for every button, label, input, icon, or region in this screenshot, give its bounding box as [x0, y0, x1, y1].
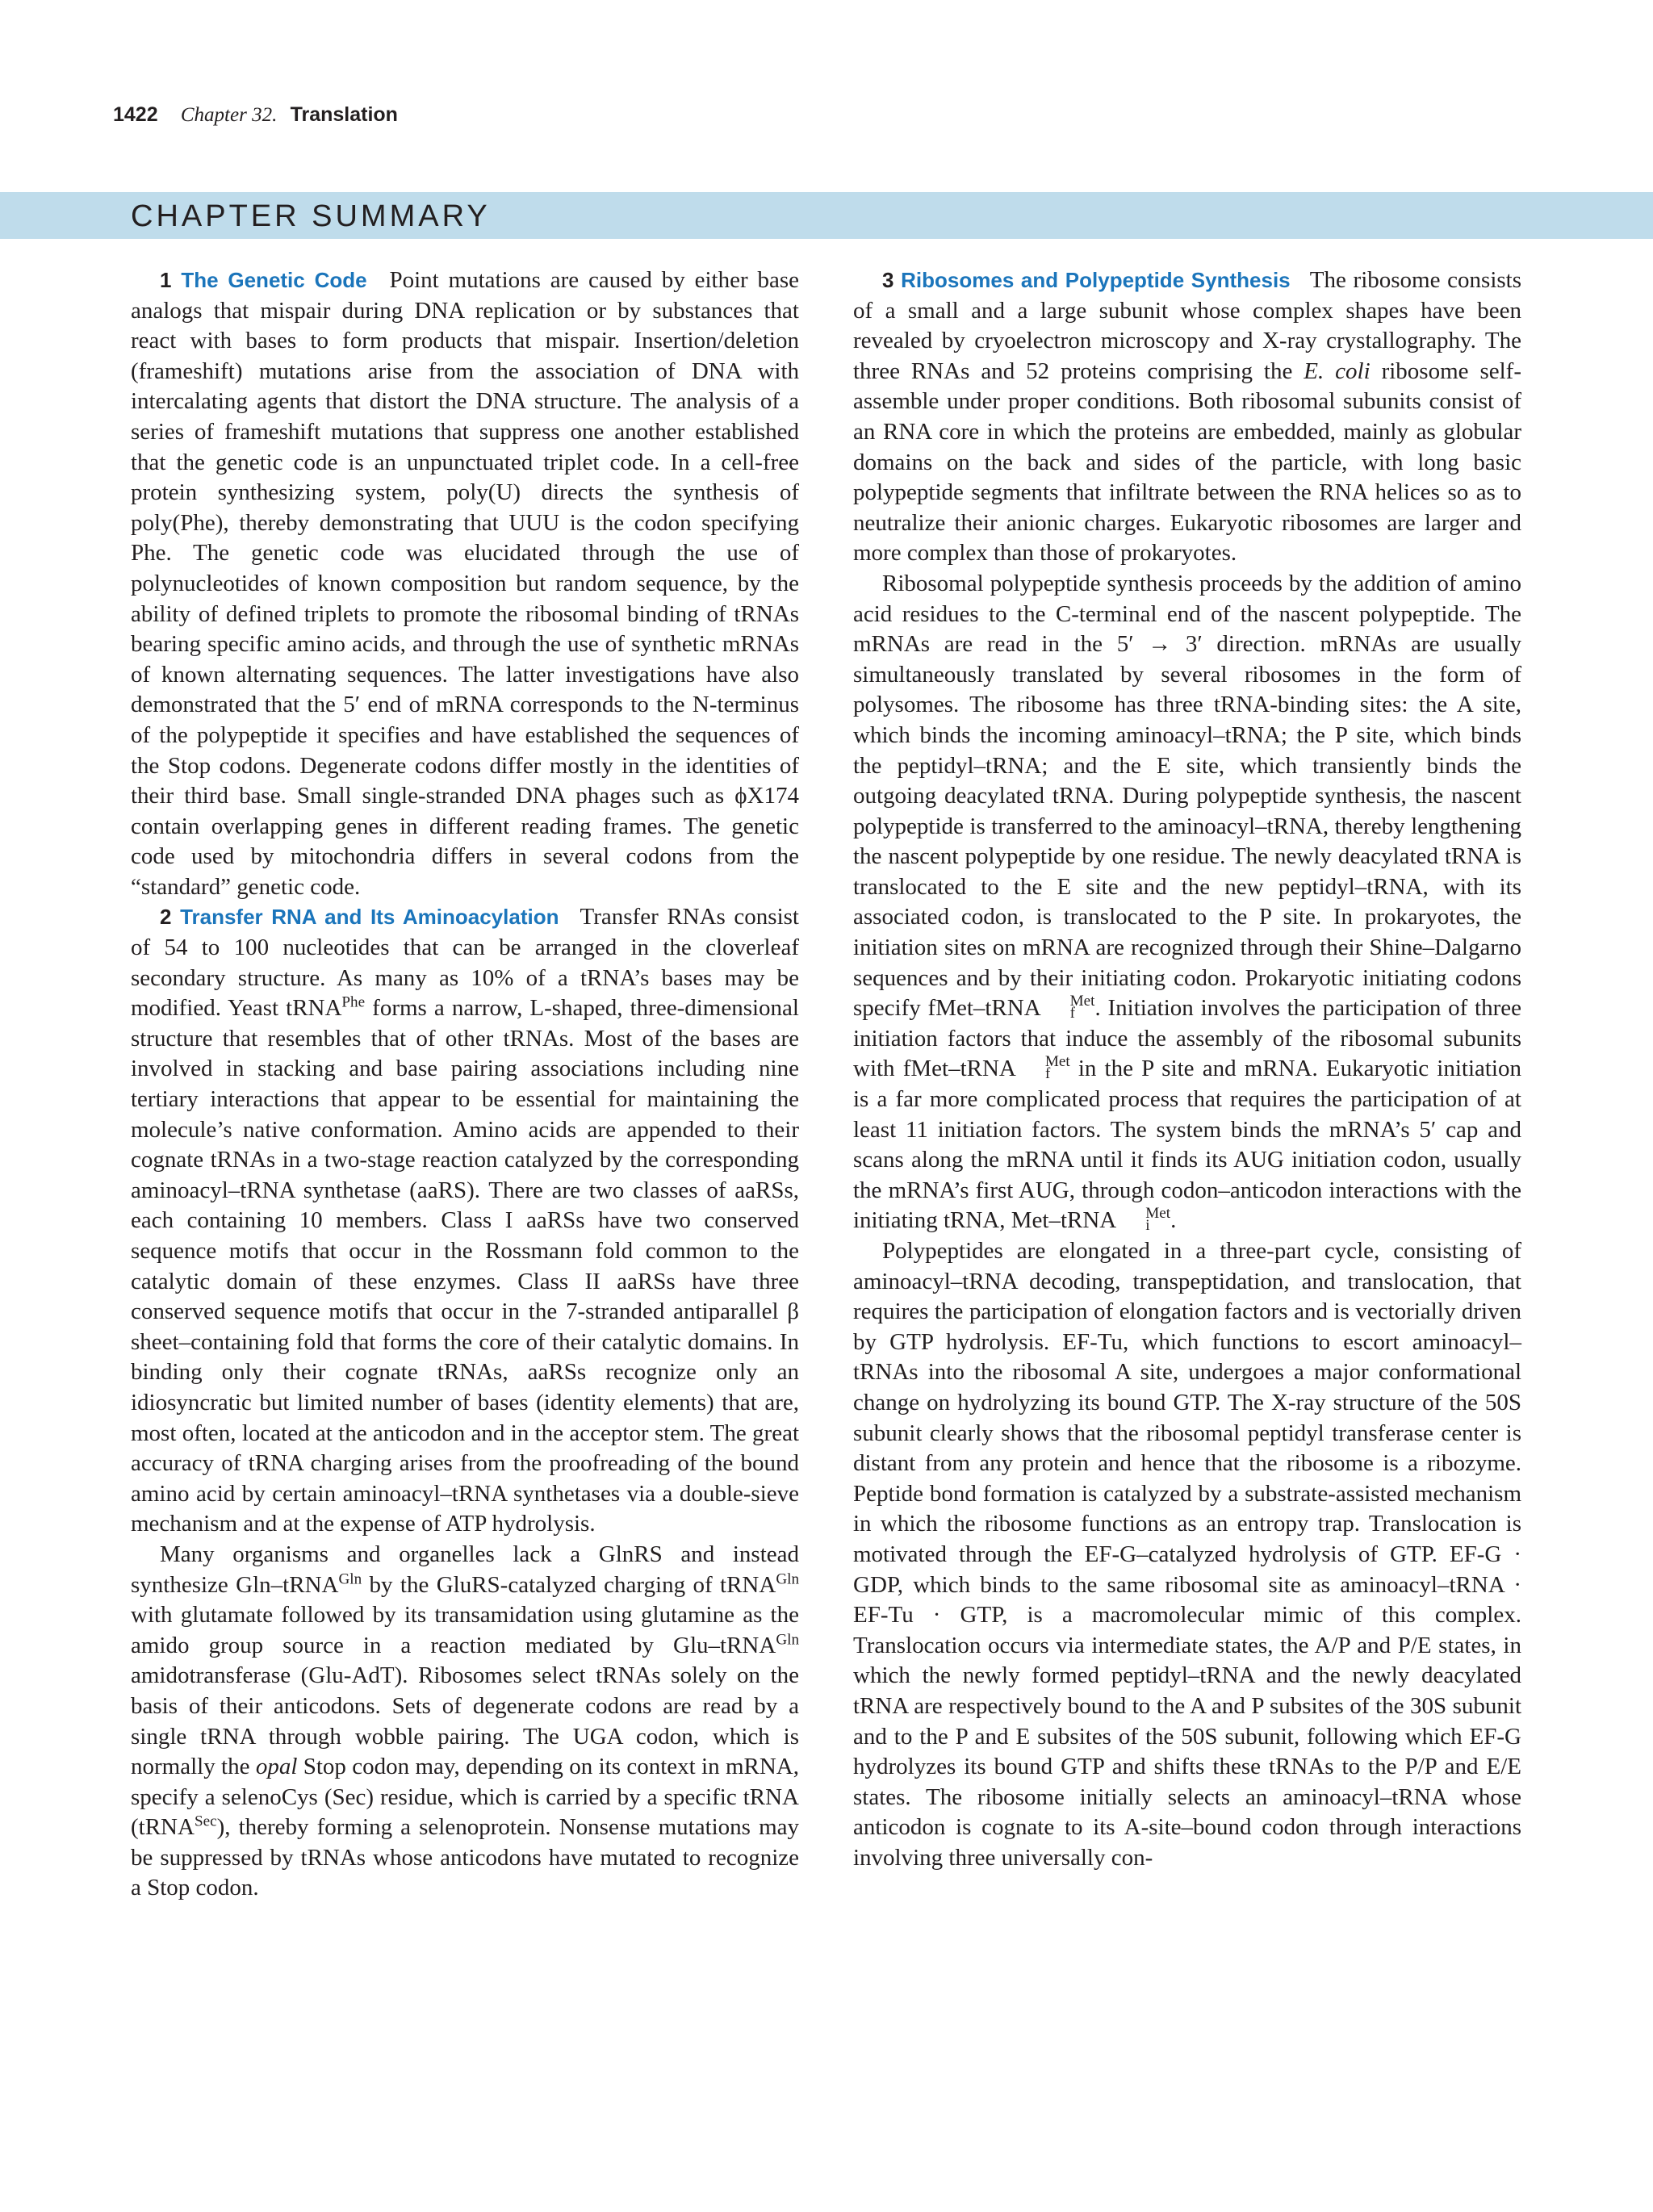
section-number: 2 — [160, 905, 172, 930]
paragraph — [131, 1540, 799, 1904]
chapter-summary-band — [0, 192, 1653, 239]
paragraph-text: Transfer RNAs consist of 54 to 100 nucleotides that can be arranged in the cloverleaf secondary structure. As many as 10% of a tRNA’s bases may be modified. Yeast tRNA$^{Phe}$ forms a narrow, L-shaped, three-dimensional structure that resembles that of other tRNAs. Most of the bases are involved in stacking and base pairing associations including nine tertiary interactions that appear to be essential for maintaining the molecule’s native conformation. Amino acids are appended to their cognate tRNAs in a two-stage reaction catalyzed by the corresponding aminoacyl–tRNA synthetase (aaRS). There are two classes of aaRSs, each containing 10 members. Class I aaRSs have two conserved sequence motifs that occur in the Rossmann fold common to the catalytic domain of these enzymes. Class II aaRSs have three conserved sequence motifs that occur in the 7-stranded antiparallel β sheet–containing fold that forms the core of their catalytic domains. In binding only their cognate tRNAs, aaRSs recognize only an idiosyncratic but limited number of bases (identity elements) that are, most often, located at the anticodon and in the acceptor stem. The great accuracy of tRNA charging arises from the proofreading of the bound amino acid by certain aminoacyl–tRNA synthetases via a double-sieve mechanism and at the expense of ATP hydrolysis. — [131, 904, 799, 1537]
paragraph — [853, 569, 1521, 1236]
paragraph — [131, 266, 799, 902]
page-number: 1422 — [113, 103, 158, 126]
section-number: 3 — [882, 268, 894, 292]
section-heading: The Genetic Code — [181, 268, 367, 292]
section-heading: Ribosomes and Polypeptide Synthesis — [901, 268, 1291, 292]
paragraph-text: Many organisms and organelles lack a GlnRS and instead synthesize Gln–tRNA$^{Gln}$ by the GluRS-catalyzed charging of tRNA$^{Gln}$ with glutamate followed by its transamidation using glutamine as the amido group source in a reaction mediated by Glu–tRNA$^{Gln}$ amidotransferase (Glu-AdT). Ribosomes select tRNAs solely on the basis of their anticodons. Sets of degenerate codons are read by a single tRNA through wobble pairing. The UGA codon, which is normally the opal Stop codon may, depending on its context in mRNA, specify a selenoCys (Sec) residue, which is carried by a specific tRNA (tRNA$^{Sec}$), thereby forming a selenoprotein. Nonsense mutations may be suppressed by tRNAs whose anticodons have mutated to recognize a Stop codon. — [131, 1541, 799, 1901]
paragraph-text: Polypeptides are elongated in a three-part cycle, consisting of aminoacyl–tRNA decoding, transpeptidation, and translocation, that requires the participation of elongation factors and is vectorially driven by GTP hydrolysis. EF-Tu, which functions to escort aminoacyl–tRNAs into the ribosomal A site, undergoes a major conformational change on hydrolyzing its bound GTP. The X-ray structure of the 50S subunit clearly shows that the ribosomal peptidyl transferase center is distant from any protein and hence that the ribosome is a ribozyme. Peptide bond formation is catalyzed by a substrate-assisted mechanism in which the ribosome functions as an entropy trap. Translocation is motivated through the EF-G–catalyzed hydrolysis of GTP. EF-G · GDP, which binds to the same ribosomal site as aminoacyl–tRNA · EF-Tu · GTP, is a macromolecular mimic of this complex. Translocation occurs via intermediate states, the A/P and P/E states, in which the newly formed peptidyl–tRNA and the newly deacylated tRNA are respectively bound to the A and P subsites of the 30S subunit and to the P and E subsites of the 50S subunit, following which EF-G hydrolyzes its bound GTP and shifts these tRNAs to the P/P and E/E states. The ribosome initially selects an aminoacyl–tRNA whose anticodon is cognate to its A-site–bound codon through interactions involving three universally con- — [853, 1238, 1521, 1871]
paragraph-text: Ribosomal polypeptide synthesis proceeds by the addition of amino acid residues to the C-terminal end of the nascent polypeptide. The mRNAs are read in the 5′ → 3′ direction. mRNAs are usually simultaneously translated by several ribosomes in the form of polysomes. The ribosome has three tRNA-binding sites: the A site, which binds the incoming aminoacyl–tRNA; the P site, which binds the peptidyl–tRNA; and the E site, which transiently binds the outgoing deacylated tRNA. During polypeptide synthesis, the nascent polypeptide is transferred to the aminoacyl–tRNA, thereby lengthening the nascent polypeptide by one residue. The newly deacylated tRNA is translocated to the E site and the new peptidyl–tRNA, with its associated codon, is translocated to the P site. In prokaryotes, the initiation sites on mRNA are recognized through their Shine–Dalgarno sequences and by their initiating codon. Prokaryotic initiating codons specify fMet–tRNA Met f . Initiation involves the participation of three initiation factors that induce the assembly of the ribosomal subunits with fMet–tRNA Met f in the P site and mRNA. Eukaryotic initiation is a far more complicated process that requires the participation of at least 11 initiation factors. The system binds the mRNA’s 5′ cap and scans along the mRNA until it finds its AUG initiation codon, usually the mRNA’s first AUG, through codon–anticodon interactions with the initiating tRNA, Met–tRNA Met i . — [853, 570, 1522, 1235]
paragraph-text: Point mutations are caused by either base analogs that mispair during DNA replication or by substances that react with bases to form products that mispair. Insertion/deletion (frameshift) mutations arise from the association of DNA with intercalating agents that distort the DNA structure. The analysis of a series of frameshift mutations that suppress one another established that the genetic code is an unpunctuated triplet code. In a cell-free protein synthesizing system, poly(U) directs the synthesis of poly(Phe), thereby demonstrating that UUU is the codon specifying Phe. The genetic code was elucidated through the use of polynucleotides of known composition but random sequence, by the ability of defined triplets to promote the ribosomal binding of tRNAs bearing specific amino acids, and through the use of synthetic mRNAs of known alternating sequences. The latter investigations have also demonstrated that the 5′ end of mRNA corresponds to the N-terminus of the polypeptide it specifies and have established the sequences of the Stop codons. Degenerate codons differ mostly in the identities of their third base. Small single-stranded DNA phages such as ϕX174 contain overlapping genes in different reading frames. The genetic code used by mitochondria differs in several codons from the “standard” genetic code. — [131, 267, 800, 900]
paragraph — [853, 1236, 1521, 1873]
chapter-title: Translation — [290, 103, 398, 126]
left-column — [131, 266, 799, 1904]
paragraph-text: The ribosome consists of a small and a large subunit whose complex shapes have been revealed by cryoelectron microscopy and X-ray crystallography. The three RNAs and 52 proteins comprising the E. coli ribosome self-assemble under proper conditions. Both ribosomal subunits consist of an RNA core in which the proteins are embedded, mainly as globular domains on the back and sides of the particle, with long basic polypeptide segments that infiltrate between the RNA helices so as to neutralize their anionic charges. Eukaryotic ribosomes are larger and more complex than those of prokaryotes. — [853, 267, 1521, 567]
right-column — [853, 266, 1521, 1873]
chapter-label: Chapter 32. — [180, 104, 278, 126]
section-heading: Transfer RNA and Its Aminoacylation — [180, 905, 559, 930]
section-number: 1 — [160, 268, 172, 292]
running-head — [113, 102, 398, 128]
paragraph — [131, 902, 799, 1539]
chapter-summary-title: CHAPTER SUMMARY — [131, 199, 491, 233]
paragraph — [853, 266, 1521, 569]
